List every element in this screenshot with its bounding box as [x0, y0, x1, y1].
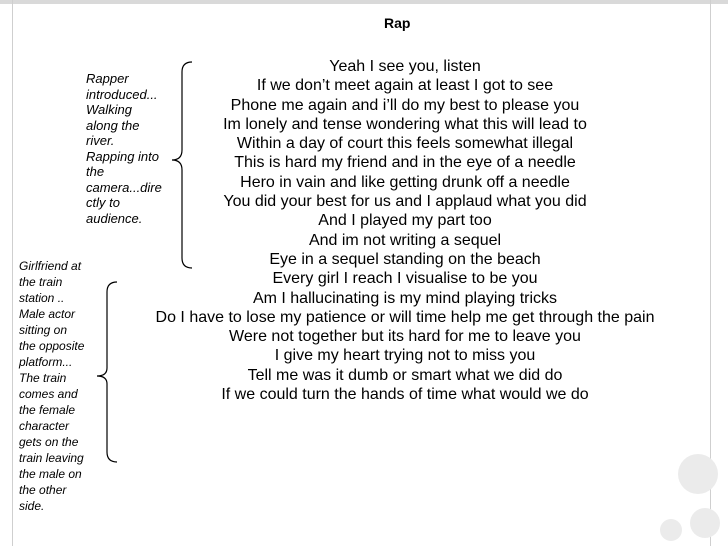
note-line: the female — [19, 403, 76, 417]
lyric-line: Eye in a sequel standing on the beach — [269, 250, 541, 268]
lyric-line: I give my heart trying not to miss you — [274, 347, 536, 365]
note-line: character — [19, 419, 70, 433]
lyric-line: Do I have to lose my patience or will time help me get through the pain — [155, 308, 655, 326]
note-line: sitting on — [19, 323, 68, 337]
slide-title: Rap — [384, 15, 411, 31]
note-line: train leaving — [19, 451, 84, 465]
lyric-line: Yeah I see you, listen — [329, 58, 481, 75]
lyric-line: And I played my part too — [318, 212, 492, 230]
note-line: Rapper — [86, 71, 129, 86]
lyric-line: Hero in vain and like getting drunk off a needle — [240, 173, 570, 191]
note-line: along the — [86, 117, 140, 133]
note-line: station .. — [19, 291, 65, 305]
left-brace-girlfriend — [97, 282, 117, 462]
lyric-line: If we don’t meet again at least I got to see — [256, 77, 554, 95]
lyric-line: Tell me was it dumb or smart what we did do — [247, 366, 563, 384]
note-line: camera...dire — [86, 179, 162, 195]
lyric-line: Phone me again and i’ll do my best to please you — [230, 96, 580, 114]
lyric-line: Within a day of court this feels somewhat illegal — [236, 135, 574, 153]
note-line: introduced... — [86, 86, 158, 102]
lyric-line: Every girl I reach I visualise to be you — [272, 270, 538, 288]
note-line: river. — [86, 133, 115, 148]
note-line: platform... — [19, 355, 73, 369]
note-line: side. — [19, 499, 45, 513]
note-line: Girlfriend at — [19, 259, 82, 273]
lyric-line: If we could turn the hands of time what would we do — [221, 386, 589, 404]
note-line: gets on the — [19, 435, 79, 449]
note-line: the — [86, 164, 105, 179]
note-line: audience. — [86, 210, 143, 226]
note-line: the opposite — [19, 339, 85, 353]
note-line: comes and — [19, 387, 78, 401]
note-line: the male on — [19, 467, 82, 481]
note-line: Rapping into — [86, 148, 159, 164]
lyric-line: Am I hallucinating is my mind playing tricks — [252, 289, 558, 307]
note-line: the other — [19, 483, 67, 497]
lyric-line: Were not together but its hard for me to leave you — [229, 328, 581, 346]
note-line: ctly to — [86, 195, 120, 210]
lyric-line: You did your best for us and I applaud what you did — [223, 193, 587, 211]
note-line: Male actor — [19, 307, 76, 321]
lyric-line: This is hard my friend and in the eye of a needle — [234, 154, 576, 172]
lyric-line: Im lonely and tense wondering what this will lead to — [223, 115, 587, 133]
note-line: the train — [19, 275, 63, 289]
note-line: Walking — [86, 102, 133, 117]
lyric-line: And im not writing a sequel — [308, 231, 502, 249]
left-brace-rapper — [172, 62, 192, 268]
note-line: The train — [19, 371, 67, 385]
